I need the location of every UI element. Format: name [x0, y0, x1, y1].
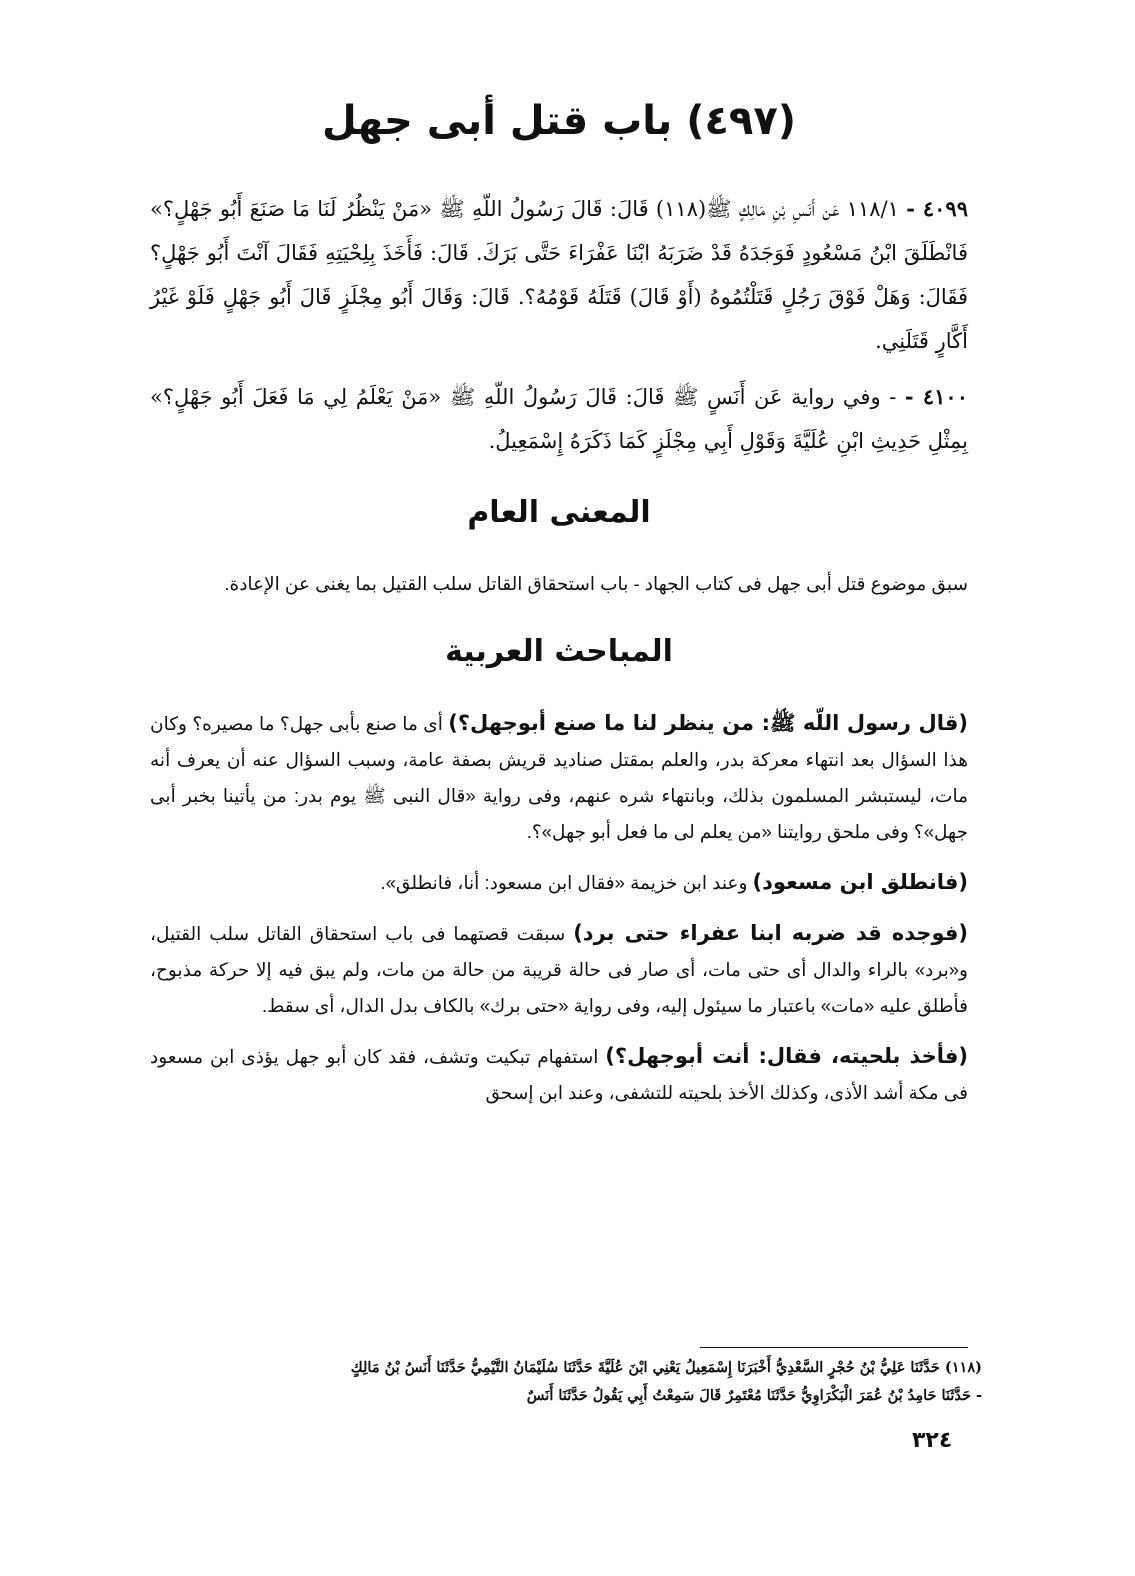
- topic-lead: (فأخذ بلحيته، فقال: أنت أبوجهل؟): [605, 1044, 968, 1068]
- footnote-line: (١١٨) حَدَّثَنَا عَلِيُّ بْنُ حُجْرٍ السَّعْدِيُّ أَخْبَرَنَا إِسْمَعِيلُ يَعْنِي ابْنَ عُلَيَّةَ حَدَّثَنَا سُلَيْمَانُ التَّيْمِيُّ حَدَّثَنَا أَنَسُ بْنُ مَالِكٍ: [350, 1359, 982, 1376]
- topic-lead: (قال رسول اللّه ﷺ: من ينظر لنا ما صنع أبوجهل؟): [448, 711, 968, 735]
- footnotes: [150, 1354, 982, 1410]
- topic-text: استفهام تبكيت وتشف، فقد كان أبو جهل يؤذى ابن مسعود فى مكة أشد الأذى، وكذلك الأخذ بلحيته للتشفى، وعند ابن إسحق: [150, 1046, 968, 1103]
- topic-lead: (فوجده قد ضربه ابنا عفراء حتى برد): [573, 921, 968, 945]
- topic-paragraph: [150, 705, 968, 850]
- topic-text: أى ما صنع بأبى جهل؟ ما مصيره؟ وكان هذا السؤال بعد انتهاء معركة بدر، والعلم بمقتل صناديد قريش بصفة عامة، وسبب السؤال عنه أن يعرف أنه مات، ليستبشر المسلمون بذلك، وبانتهاء شره عنهم، وفى رواية «قال النبى ﷺ يوم بدر: من يأتينا بخبر أبى جهل»؟ وفى ملحق روايتنا «من يعلم لى ما فعل أبو جهل»؟.: [150, 713, 968, 842]
- topic-lead: (فانطلق ابن مسعود): [752, 870, 968, 894]
- page-number: ٣٢٤: [912, 1428, 953, 1453]
- topic-paragraph: [150, 915, 968, 1024]
- general-meaning-paragraph: سبق موضوع قتل أبى جهل فى كتاب الجهاد - باب استحقاق القاتل سلب القتيل بما يغنى عن الإعادة.: [224, 573, 968, 594]
- hadith-text: ١١٨/١ عَن أَنَسِ بْنِ مَالِكٍ ﷺ(١١٨) قَالَ: قَالَ رَسُولُ اللّهِ ﷺ «مَنْ يَنْظُرُ لَنَا مَا صَنَعَ أَبُو جَهْلٍ؟» فَانْطَلَقَ ابْنُ مَسْعُودٍ فَوَجَدَهُ قَدْ ضَرَبَهُ ابْنَا عَفْرَاءَ حَتَّى بَرَكَ. قَالَ: فَأَخَذَ بِلِحْيَتِهِ فَقَالَ آنْتَ أَبُو جَهْلٍ؟ فَقَالَ: وَهَلْ فَوْقَ رَجُلٍ قَتَلْتُمُوهُ (أَوْ قَالَ) قَتَلَهُ قَوْمُهُ؟. قَالَ: وَقَالَ أَبُو مِجْلَزٍ قَالَ أَبُو جَهْلٍ فَلَوْ غَيْرُ أَكَّارٍ قَتَلَنِي.: [150, 197, 968, 353]
- footnote-divider: [700, 1347, 968, 1348]
- hadith-text: - وفي رواية عَن أَنَسٍ ﷺ قَالَ: قَالَ رَسُولُ اللّهِ ﷺ «مَنْ يَعْلَمُ لِي مَا فَعَلَ أَبُو جَهْلٍ؟» بِمِثْلِ حَدِيثِ ابْنِ عُلَيَّةَ وَقَوْلِ أَبِي مِجْلَزٍ كَمَا ذَكَرَهُ إِسْمَعِيلُ.: [150, 385, 968, 453]
- chapter-title: (٤٩٧) باب قتل أبى جهل: [321, 98, 797, 144]
- topic-text: سبقت قصتهما فى باب استحقاق القاتل سلب القتيل، و«برد» بالراء والدال أى حتى مات، أى صار فى حالة قريبة من حالة من مات، ولم يبق فيه إلا حركة مذبوح، فأطلق عليه «مات» باعتبار ما سيئول إليه، وفى رواية «حتى برك» بالكاف بدل الدال، أى سقط.: [150, 923, 968, 1016]
- topic-text: وعند ابن خزيمة «فقال ابن مسعود: أنا، فانطلق».: [380, 872, 753, 893]
- hadith-4100: [150, 375, 968, 463]
- hadith-number: ٤٠٩٩ -: [906, 196, 968, 221]
- hadith-number: ٤١٠٠ -: [904, 384, 968, 409]
- page-body: [150, 95, 968, 1125]
- section-heading-arabic-topics: المباحث العربية: [445, 634, 673, 669]
- section-heading-general-meaning: المعنى العام: [467, 495, 651, 530]
- topic-paragraph: [150, 1038, 968, 1111]
- topic-paragraph: [150, 864, 968, 901]
- footnote-line: - حَدَّثَنَا حَامِدُ بْنُ عُمَرَ الْبَكْرَاوِيُّ حَدَّثَنَا مُعْتَمِرٌ قَالَ سَمِعْتُ أَبِي يَقُولُ حَدَّثَنَا أَنَسٌ: [526, 1387, 982, 1404]
- hadith-4099: [150, 187, 968, 363]
